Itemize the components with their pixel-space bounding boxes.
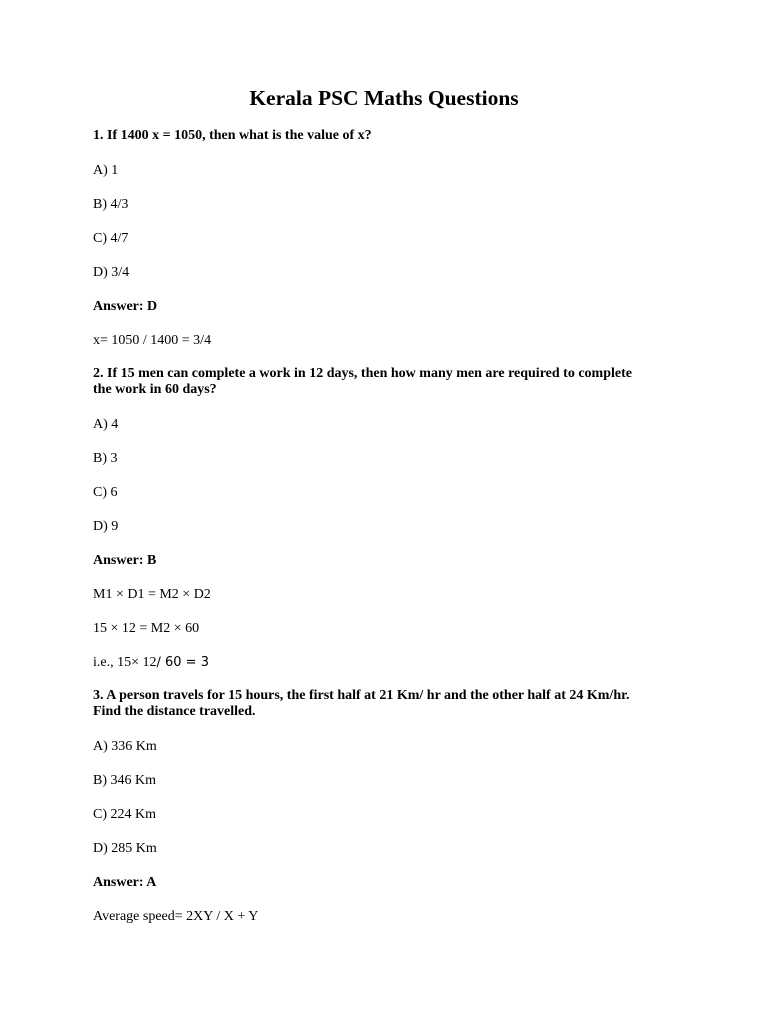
option-a: A) 336 Km bbox=[93, 738, 157, 754]
explanation-line: 15 × 12 = M2 × 60 bbox=[93, 620, 200, 636]
option-d: D) 285 Km bbox=[93, 840, 157, 856]
question-text: 3. A person travels for 15 hours, the first half at 21 Km/ hr and the other half at 24 Km/hr. Find the distance travelled. bbox=[93, 687, 630, 719]
question-text: 2. If 15 men can complete a work in 12 days, then how many men are required to complete the work in 60 days? bbox=[93, 365, 632, 397]
option-b: B) 4/3 bbox=[93, 196, 129, 212]
question-block-2 bbox=[93, 366, 653, 671]
option-b: B) 346 Km bbox=[93, 772, 156, 788]
explanation-line: x= 1050 / 1400 = 3/4 bbox=[93, 332, 212, 348]
explanation-line-final bbox=[93, 654, 653, 671]
option-c: C) 4/7 bbox=[93, 230, 129, 246]
option-d: D) 9 bbox=[93, 518, 119, 534]
answer-label: Answer: D bbox=[93, 298, 158, 314]
explanation-line: M1 × D1 = M2 × D2 bbox=[93, 586, 211, 602]
question-block-1 bbox=[93, 128, 653, 349]
option-b: B) 3 bbox=[93, 450, 118, 466]
question-block-3 bbox=[93, 688, 653, 925]
option-c: C) 224 Km bbox=[93, 806, 156, 822]
explanation-line: Average speed= 2XY / X + Y bbox=[93, 908, 259, 924]
question-text: 1. If 1400 x = 1050, then what is the value of x? bbox=[93, 128, 372, 143]
option-d: D) 3/4 bbox=[93, 264, 130, 280]
explanation-prefix: i.e., 15× 12 bbox=[93, 654, 157, 670]
page-title: Kerala PSC Maths Questions bbox=[249, 86, 519, 110]
document-body bbox=[93, 128, 653, 942]
answer-label: Answer: B bbox=[93, 552, 157, 568]
option-a: A) 1 bbox=[93, 162, 119, 178]
option-a: A) 4 bbox=[93, 416, 119, 432]
answer-label: Answer: A bbox=[93, 874, 157, 890]
option-c: C) 6 bbox=[93, 484, 118, 500]
explanation-fraction: ∕ 60 = 3 bbox=[156, 654, 209, 670]
